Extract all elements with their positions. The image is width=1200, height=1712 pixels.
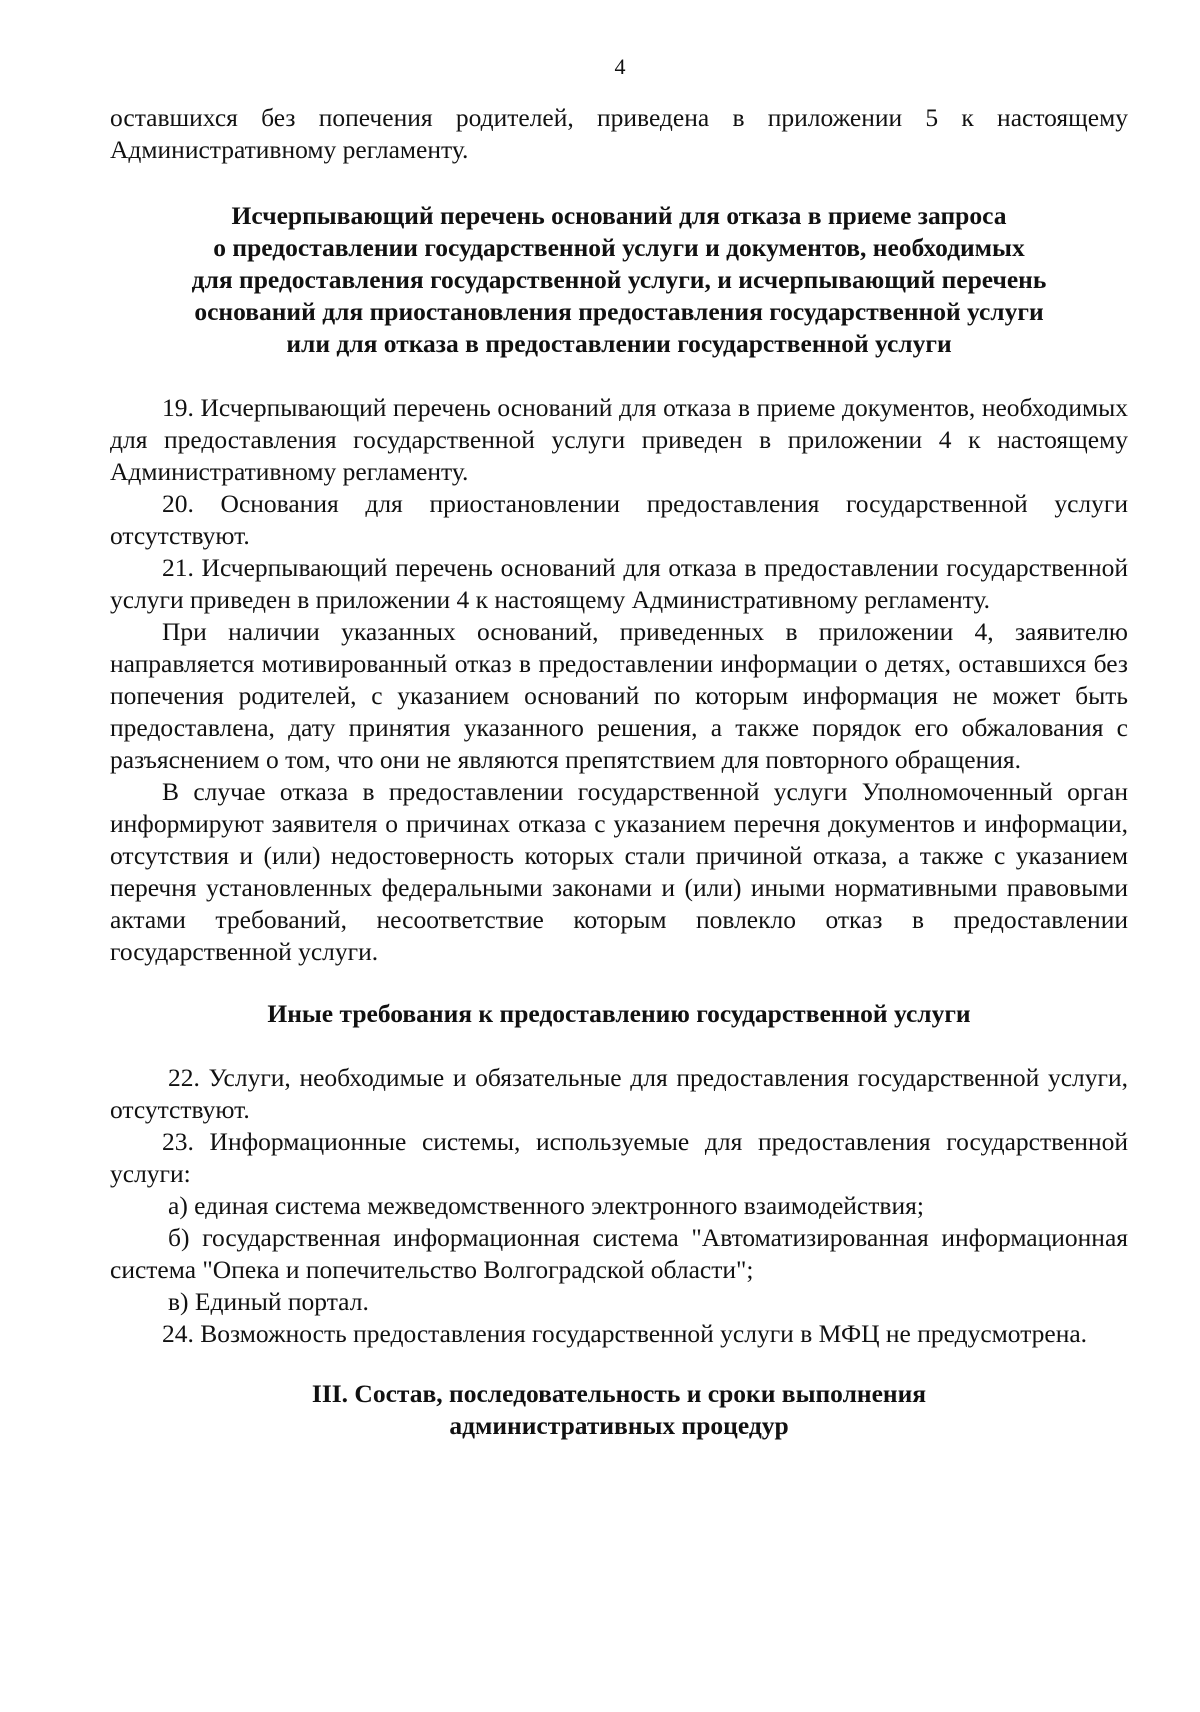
paragraph-22: 22. Услуги, необходимые и обязательные для предоставления государственной услуги, отсутствуют. bbox=[110, 1063, 1128, 1124]
section-heading-grounds-for-refusal bbox=[110, 200, 1128, 360]
list-item-b: б) государственная информационная система "Автоматизированная информационная система "Опека и попечительство Волгоградской области"; bbox=[110, 1223, 1128, 1284]
heading-line: оснований для приостановления предоставления государственной услуги bbox=[194, 297, 1044, 326]
paragraph-23: 23. Информационные системы, используемые для предоставления государственной услуги: bbox=[110, 1127, 1128, 1188]
paragraph-20: 20. Основания для приостановлении предоставления государственной услуги отсутствуют. bbox=[110, 489, 1128, 550]
paragraph-19: 19. Исчерпывающий перечень оснований для отказа в приеме документов, необходимых для предоставления государственной услуги приведен в приложении 4 к настоящему Административному регламенту. bbox=[110, 393, 1128, 486]
paragraph-21: 21. Исчерпывающий перечень оснований для отказа в предоставлении государственной услуги приведен в приложении 4 к настоящему Административному регламенту. bbox=[110, 553, 1128, 614]
heading-line: административных процедур bbox=[449, 1411, 789, 1440]
paragraph-refusal-case: В случае отказа в предоставлении государственной услуги Уполномоченный орган информируют заявителя о причинах отказа с указанием перечня документов и информации, отсутствия и (или) недостоверность которых стали причиной отказа, а также с указанием перечня установленных федеральными законами и (или) иными нормативными правовыми актами требований, несоответствие которым повлекло отказ в предоставлении государственной услуги. bbox=[110, 777, 1128, 966]
paragraph-refusal-notice: При наличии указанных оснований, приведенных в приложении 4, заявителю направляется мотивированный отказ в предоставлении информации о детях, оставшихся без попечения родителей, с указанием оснований по которым информация не может быть предоставлена, дату принятия указанного решения, а также порядок его обжалования с разъяснением о том, что они не являются препятствием для повторного обращения. bbox=[110, 617, 1128, 774]
top-paragraph: оставшихся без попечения родителей, приведена в приложении 5 к настоящему Административному регламенту. bbox=[110, 103, 1128, 164]
section-heading-procedures bbox=[110, 1378, 1128, 1442]
heading-line: или для отказа в предоставлении государственной услуги bbox=[286, 329, 952, 358]
section-heading-other-requirements: Иные требования к предоставлению государственной услуги bbox=[267, 999, 971, 1028]
list-item-c: в) Единый портал. bbox=[168, 1287, 369, 1316]
page-number: 4 bbox=[614, 54, 626, 79]
heading-line: о предоставлении государственной услуги и документов, необходимых bbox=[213, 233, 1025, 262]
heading-line: Исчерпывающий перечень оснований для отказа в приеме запроса bbox=[231, 201, 1007, 230]
heading-line: III. Состав, последовательность и сроки выполнения bbox=[311, 1379, 927, 1408]
list-item-a: а) единая система межведомственного электронного взаимодействия; bbox=[168, 1191, 924, 1220]
heading-line: для предоставления государственной услуги, и исчерпывающий перечень bbox=[191, 265, 1047, 294]
document-body bbox=[110, 102, 1128, 1442]
paragraph-24: 24. Возможность предоставления государственной услуги в МФЦ не предусмотрена. bbox=[162, 1319, 1088, 1348]
